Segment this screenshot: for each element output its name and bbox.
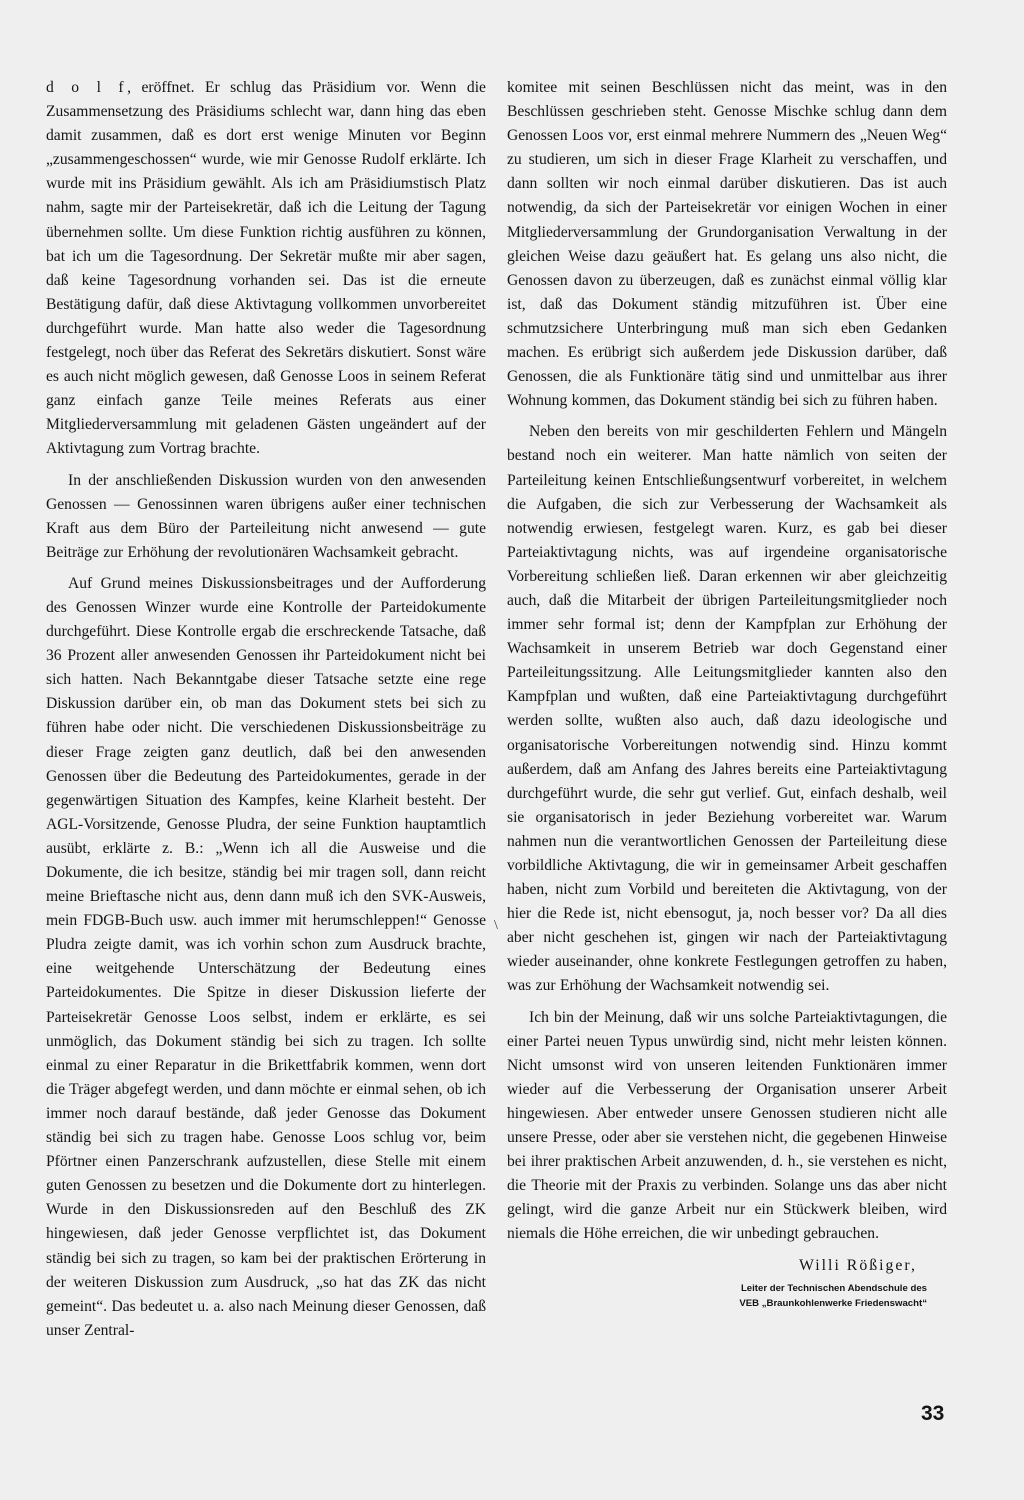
margin-mark: \ — [494, 918, 498, 933]
affiliation-line: VEB „Braunkohlenwerke Friedenswacht“ — [739, 1297, 927, 1309]
paragraph: In der anschließenden Diskussion wurden von den anwesenden Genossen — Genossinnen waren übrigens außer einer technischen Kraft aus dem Büro der Parteileitung nicht anwesend — gute Beiträge zur Erhöhung der revolutionären Wachsamkeit gebracht. — [46, 471, 486, 561]
spaced-name: d o l f — [46, 79, 128, 96]
author-signature: Willi Rößiger, — [799, 1256, 917, 1274]
paragraph-text: , eröffnet. Er schlug das Präsidium vor. Wenn die Zusammensetzung des Präsidiums schlecht war, dann hing das eben damit zusammen, daß es dort erst wenige Minuten vor Beginn „zusammengeschossen“ wurde, wie mir Genosse Rudolf erklärte. Ich wurde mit ins Präsidium gewählt. Als ich am Präsidiumstisch Platz nahm, sagte mir der Parteisekretär, daß ich die Leitung der Tagung übernehmen sollte. Um diese Funktion richtig ausführen zu können, bat ich um die Tagesordnung. Der Sekretär mußte mir aber sagen, daß keine Tagesordnung vorhanden sei. Das ist die erneute Bestätigung dafür, daß diese Aktivtagung vollkommen unvorbereitet durchgeführt wurde. Man hatte also weder die Tagesordnung festgelegt, noch über das Referat des Sekretärs diskutiert. Sonst wäre es auch nicht möglich gewesen, daß Genosse Loos in seinem Referat ganz einfach ganze Teile meines Referats aus einer Mitgliederversammlung mit geladenen Gästen ungeändert auf der Aktivtagung zum Vortrag brachte. — [46, 79, 486, 458]
right-column — [507, 76, 947, 1311]
paragraph — [46, 76, 486, 462]
paragraph: Neben den bereits von mir geschilderten Fehlern und Mängeln bestand noch ein weiterer. Man hatte nämlich von seiten der Parteileitung keinen Entschließungsentwurf vorbereitet, in welchem die Aufgaben, die sich zur Verbesserung der Wachsamkeit als notwendig erwiesen, festgelegt waren. Kurz, es gab bei dieser Parteiaktivtagung nichts, was auf irgendeine organisatorische Vorbereitung schließen ließ. Daran erkennen wir aber gleichzeitig auch, daß die Mitarbeit der übrigen Parteileitungsmitglieder noch immer sehr formal ist; denn der Kampfplan zur Erhöhung der Wachsamkeit in unserem Betrieb war doch Gegenstand einer Parteileitungssitzung. Alle Leitungsmitglieder kannten also den Kampfplan und wußten, daß eine Parteiaktivtagung durchgeführt werden sollte, wußten also auch, daß dazu ideologische und organisatorische Vorbereitungen notwendig sind. Hinzu kommt außerdem, daß am Anfang des Jahres bereits eine Parteiaktivtagung durchgeführt wurde, die sehr gut verlief. Gut, einfach deshalb, weil sie organisatorisch in jeder Beziehung vorbereitet war. Warum nahmen nun die verantwortlichen Genossen der Parteileitung diese vorbildliche Aktivtagung, die wir in gemeinsamer Arbeit geschaffen haben, nicht zum Vorbild und bereiteten die Aktivtagung, von der hier die Rede ist, nicht ebensogut, ja, noch besser vor? Da all dies aber nicht geschehen ist, gingen wir nach der Parteiaktivtagung wieder auseinander, ohne konkrete Festlegungen getroffen zu haben, was zur Erhöhung der Wachsamkeit notwendig sei. — [507, 423, 947, 995]
page-number: 33 — [921, 1402, 945, 1425]
paragraph: komitee mit seinen Beschlüssen nicht das meint, was in den Beschlüssen geschrieben steht. Genosse Mischke schlug dann dem Genossen Loos vor, erst einmal mehrere Nummern des „Neuen Weg“ zu studieren, um sich in dieser Frage Klarheit zu verschaffen, und dann sollten wir noch einmal darüber diskutieren. Das ist auch notwendig, da sich der Parteisekretär vor einigen Wochen in einer Mitgliederversammlung der Grundorganisation Verwaltung in der gleichen Weise dazu geäußert hat. Es gelang uns also nicht, die Genossen davon zu überzeugen, daß es zunächst einmal völlig klar ist, daß das Dokument ständig mitzuführen ist. Über eine schmutzsichere Unterbringung muß man sich eben Gedanken machen. Es erübrigt sich außerdem jede Diskussion darüber, daß Genossen, die als Funktionäre tätig sind und unmittelbar aus ihrer Wohnung kommen, das Dokument ständig bei sich zu führen haben. — [507, 79, 947, 410]
author-affiliation — [507, 1281, 947, 1311]
affiliation-line: Leiter der Technischen Abendschule des — [740, 1282, 927, 1294]
paragraph: Ich bin der Meinung, daß wir uns solche Parteiaktivtagungen, die einer Partei neuen Typus unwürdig sind, nicht mehr leisten können. Nicht umsonst wird von unseren leitenden Funktionären immer wieder auf die Verbesserung der Organisation unserer Arbeit hingewiesen. Aber entweder unsere Genossen studieren nicht alle unsere Presse, oder aber sie verstehen nicht, die gegebenen Hinweise bei ihrer praktischen Arbeit anzuwenden, d. h., sie verstehen es nicht, die Theorie mit der Praxis zu verbinden. Solange uns das aber nicht gelingt, wird die ganze Arbeit nur ein Stückwerk bleiben, wird niemals die Höhe erreichen, die wir unbedingt gebrauchen. — [507, 1008, 947, 1243]
left-column — [46, 76, 486, 1350]
paragraph: Auf Grund meines Diskussionsbeitrages und der Aufforderung des Genossen Winzer wurde eine Kontrolle der Parteidokumente durchgeführt. Diese Kontrolle ergab die erschreckende Tatsache, daß 36 Prozent aller anwesenden Genossen ihr Parteidokument nicht bei sich hatten. Nach Bekanntgabe dieser Tatsache setzte eine rege Diskussion darüber ein, ob man das Dokument stets bei sich zu führen habe oder nicht. Die verschiedenen Diskussionsbeiträge zu dieser Frage zeigten ganz deutlich, daß bei den anwesenden Genossen über die Bedeutung des Parteidokumentes, gerade in der gegenwärtigen Situation des Kampfes, keine Klarheit besteht. Der AGL-Vorsitzende, Genosse Pludra, der seine Funktion hauptamtlich ausübt, erklärte z. B.: „Wenn ich all die Ausweise und die Dokumente, die ich besitze, ständig bei mir tragen soll, dann reicht meine Brieftasche nicht aus, denn dann muß ich den SVK-Ausweis, mein FDGB-Buch usw. auch immer mit herumschleppen!“ Genosse Pludra zeigte damit, was ich vorhin schon zum Ausdruck brachte, eine weitgehende Unterschätzung der Bedeutung eines Parteidokumentes. Die Spitze in dieser Diskussion lieferte der Parteisekretär Genosse Loos selbst, indem er erklärte, es sei unmöglich, das Dokument ständig bei sich zu tragen. Ich sollte einmal zu einer Reparatur in die Brikettfabrik kommen, wenn dort die Träger abgefegt werden, und dann möchte er einmal sehen, ob ich immer noch darauf bestände, daß jeder Genosse das Dokument ständig bei sich zu tragen habe. Genosse Loos schlug vor, beim Pförtner einen Panzerschrank aufzustellen, diese Stelle mit einem guten Genossen zu besetzen und die Dokumente dort zu hinterlegen. Wurde in den Diskussionsreden auf den Beschluß des ZK hingewiesen, daß jeder Genosse verpflichtet ist, das Dokument ständig bei sich zu tragen, so kam bei der praktischen Erörterung in der weiteren Diskussion zum Ausdruck, „so hat das ZK das nicht gemeint“. Das bedeutet u. a. also nach Meinung dieser Genossen, daß unser Zentral- — [46, 574, 486, 1339]
